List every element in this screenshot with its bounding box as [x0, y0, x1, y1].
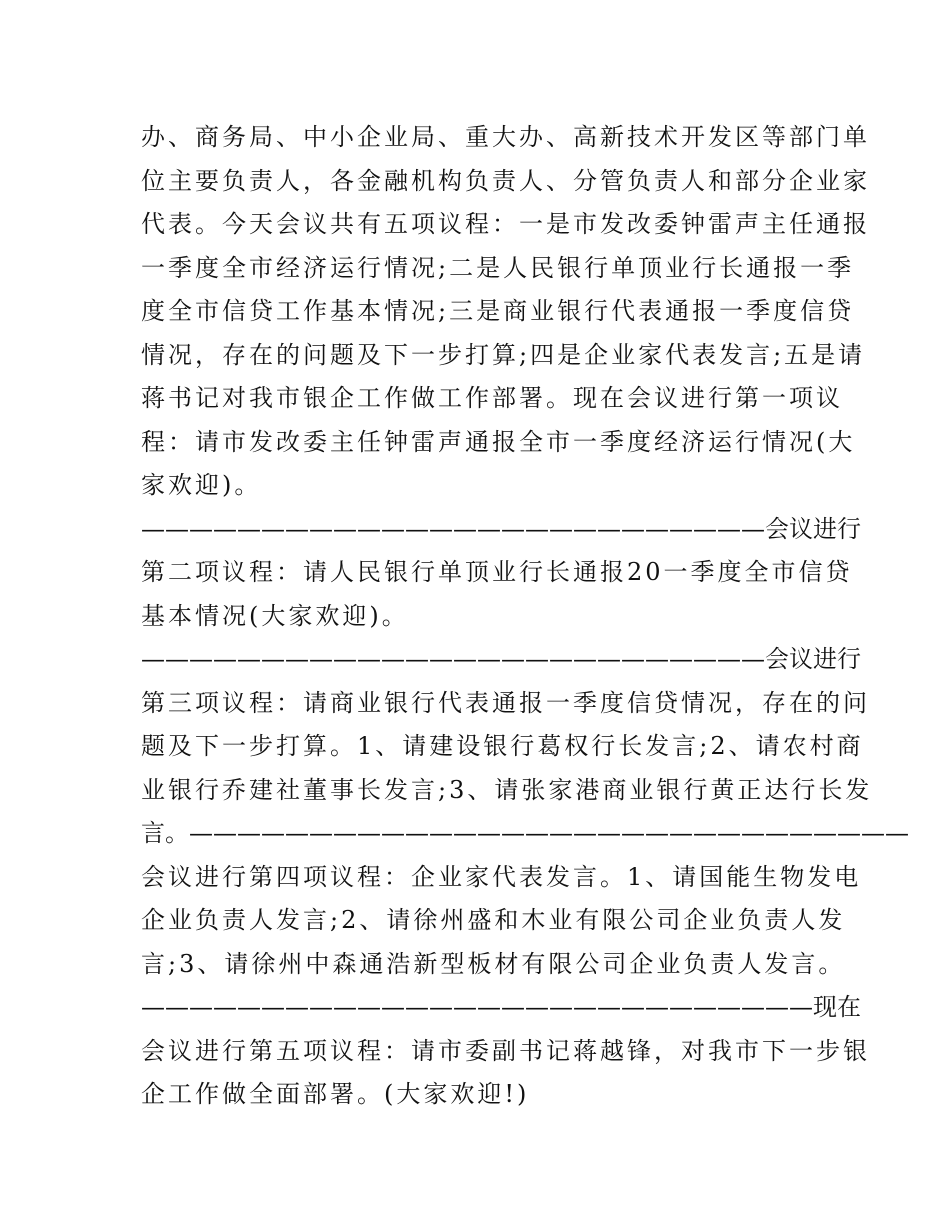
text-line: 企工作做全面部署。(大家欢迎!) — [141, 1080, 530, 1108]
text-line: 业银行乔建社董事长发言;3、请张家港商业银行黄正达行长发 — [141, 775, 873, 804]
text-line: 言;3、请徐州中森通浩新型板材有限公司企业负责人发言。 — [141, 949, 846, 978]
text-line: 位主要负责人，各金融机构负责人、分管负责人和部分企业家 — [141, 166, 870, 195]
text-line: 度全市信贷工作基本情况;三是商业银行代表通报一季度信贷 — [141, 297, 855, 325]
text-line: 第三项议程：请商业银行代表通报一季度信贷情况，存在的问 — [141, 688, 870, 717]
text-line: 一季度全市经济运行情况;二是人民银行单顶业行长通报一季 — [141, 253, 855, 282]
text-line: 蒋书记对我市银企工作做工作部署。现在会议进行第一项议 — [141, 384, 843, 412]
separator-line: ————————————————————————————现在 — [141, 993, 861, 1021]
text-line: 办、商务局、中小企业局、重大办、高新技术开发区等部门单 — [141, 123, 870, 151]
separator-line: 言。—————————————————————————————— — [141, 819, 909, 847]
text-line: 代表。今天会议共有五项议程：一是市发改委钟雷声主任通报 — [141, 210, 870, 238]
separator-line: ——————————————————————————会议进行 — [141, 514, 861, 543]
text-line: 题及下一步打算。1、请建设银行葛权行长发言;2、请农村商 — [141, 732, 864, 760]
text-line: 第二项议程：请人民银行单顶业行长通报20一季度全市信贷 — [141, 558, 853, 586]
body-text — [141, 116, 909, 1117]
text-line: 会议进行第四项议程：企业家代表发言。1、请国能生物发电 — [141, 862, 862, 891]
text-line: 情况，存在的问题及下一步打算;四是企业家代表发言;五是请 — [141, 340, 866, 369]
text-line: 程：请市发改委主任钟雷声通报全市一季度经济运行情况(大 — [141, 427, 856, 456]
text-line: 家欢迎)。 — [141, 471, 262, 499]
text-line: 企业负责人发言;2、请徐州盛和木业有限公司企业负责人发 — [141, 906, 846, 934]
separator-line: ——————————————————————————会议进行 — [141, 645, 861, 673]
text-line: 会议进行第五项议程：请市委副书记蒋越锋，对我市下一步银 — [141, 1036, 870, 1065]
text-line: 基本情况(大家欢迎)。 — [141, 601, 409, 630]
